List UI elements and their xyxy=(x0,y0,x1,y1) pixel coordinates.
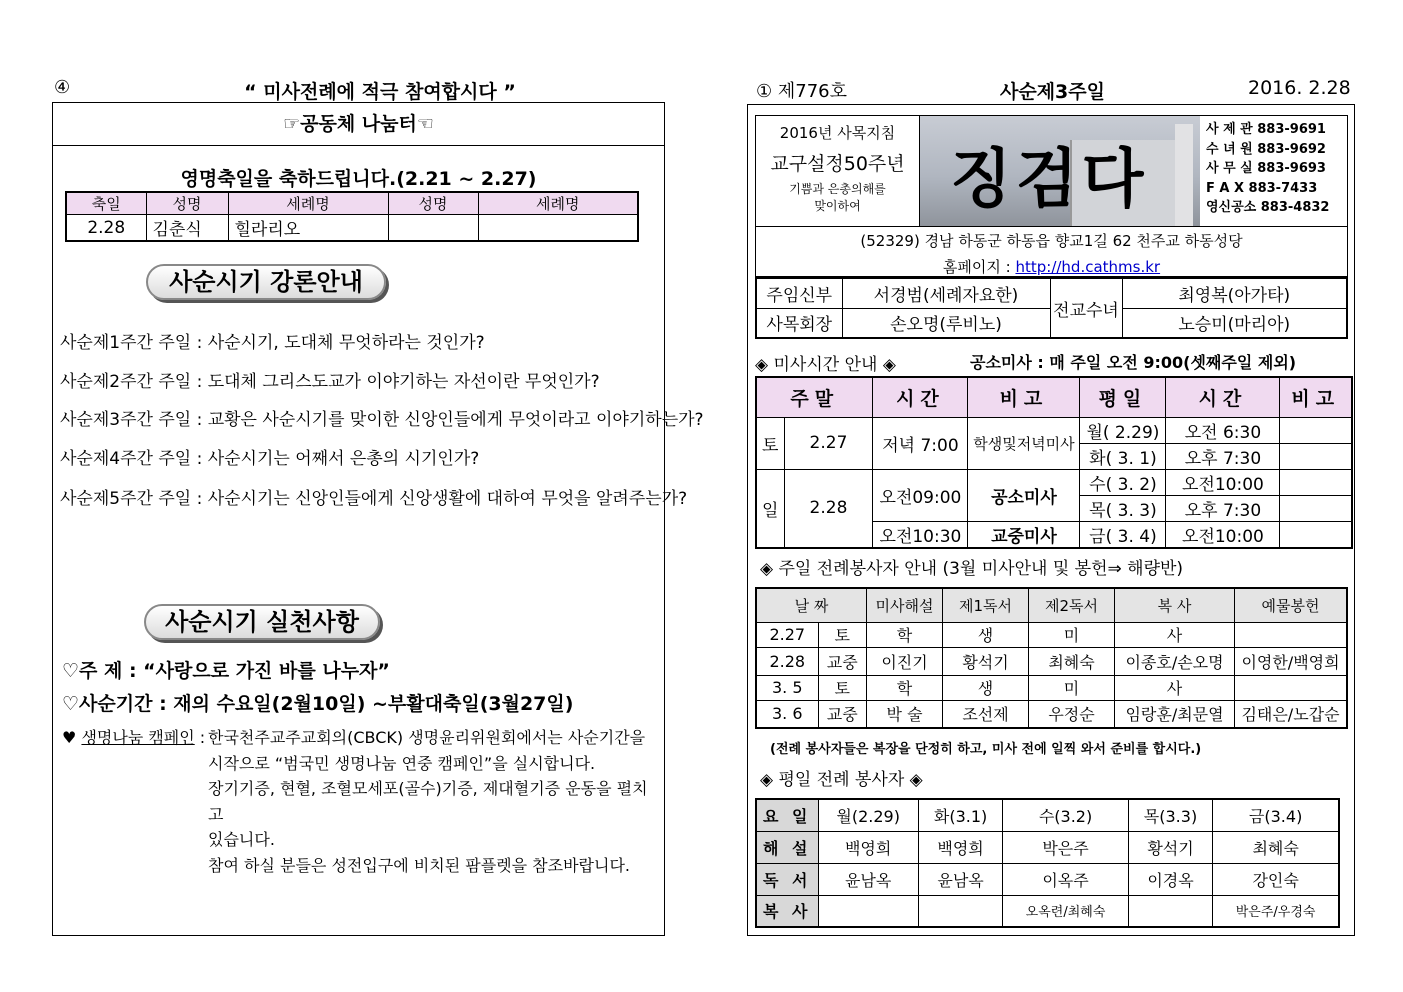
homepage-line xyxy=(756,256,1347,277)
lecture-item: 사순제5주간 주일 : 사순시기는 신앙인들에게 신앙생활에 대하여 무엇을 알려주는가? xyxy=(60,489,688,509)
weekday-cell: 이경옥 xyxy=(1128,863,1213,895)
heart-icon: ♥ xyxy=(62,728,77,747)
servers-cell xyxy=(1235,622,1347,647)
homepage-label: 홈페이지 : xyxy=(942,258,1016,276)
servers-cell: 미 xyxy=(1029,622,1115,647)
pastoral-sub: 맞이하여 xyxy=(814,199,861,213)
feast-header-cell: 세례명 xyxy=(478,192,638,215)
campaign-line: 있습니다. xyxy=(208,830,275,849)
mass-time: 오전09:00 xyxy=(873,469,968,521)
weekday-day: 금(3.4) xyxy=(1213,799,1339,831)
servers-row xyxy=(756,622,1347,647)
feast-row xyxy=(66,215,638,242)
feast-day-title: 영명축일을 축하드립니다.(2.21 ~ 2.27) xyxy=(180,168,537,190)
contact-item: 수 녀 원 883-9692 xyxy=(1206,141,1326,157)
servers-cell: 토 xyxy=(818,622,867,647)
clergy-label: 주임신부 xyxy=(756,278,842,308)
weekday-servers-table xyxy=(755,798,1340,928)
clergy-row xyxy=(756,278,1347,308)
contact-list xyxy=(1200,116,1348,226)
mass-header-row xyxy=(756,377,1352,417)
pastoral-year: 2016년 사목지침 xyxy=(779,124,896,142)
sunday-servers-table xyxy=(755,587,1348,729)
weekday-time: 오전10:00 xyxy=(1166,469,1280,495)
contact-item: 영신공소 883-4832 xyxy=(1206,200,1330,215)
feast-header-cell: 축일 xyxy=(66,192,146,215)
servers-cell: 생 xyxy=(943,622,1029,647)
weekday-row-label: 요 일 xyxy=(756,799,818,831)
servers-header-cell: 제2독서 xyxy=(1029,588,1115,622)
campaign-colon: : xyxy=(194,728,206,747)
weekday-row xyxy=(756,895,1339,927)
clergy-label: 사목회장 xyxy=(756,308,842,338)
practice-period: ♡사순기간 : 재의 수요일(2월10일) ~부활대축일(3월27일) xyxy=(62,693,574,715)
weekday-note xyxy=(1280,417,1352,443)
mission-mass-note: 공소미사 : 매 주일 오전 9:00(셋째주일 제외) xyxy=(970,353,1297,372)
feast-header-cell: 세례명 xyxy=(228,192,388,215)
campaign-line: 한국천주교주교회의(CBCK) 생명윤리위원회에서는 사순기간을 xyxy=(208,728,646,747)
mass-note-cell: 학생및저녁미사 xyxy=(968,417,1080,469)
servers-cell: 3. 6 xyxy=(756,700,818,728)
servers-cell: 2.27 xyxy=(756,622,818,647)
weekday-note xyxy=(1280,443,1352,469)
campaign-body xyxy=(208,725,658,878)
weekday-header-row xyxy=(756,799,1339,831)
weekday-row xyxy=(756,863,1339,895)
servers-cell: 미 xyxy=(1029,675,1115,700)
weekday-cell: 월( 2.29) xyxy=(1080,417,1166,443)
weekday-cell: 윤남옥 xyxy=(818,863,918,895)
servers-header-cell: 복 사 xyxy=(1115,588,1235,622)
mass-header-cell: 시간 xyxy=(873,377,968,417)
servers-cell: 2.28 xyxy=(756,647,818,675)
weekday-row-label: 복 사 xyxy=(756,895,818,927)
campaign-label xyxy=(62,725,205,748)
feast-cell xyxy=(478,215,638,242)
weekday-row-label: 해 설 xyxy=(756,831,818,863)
weekday-cell xyxy=(918,895,1003,927)
mass-header-cell: 시간 xyxy=(1166,377,1280,417)
feast-cell xyxy=(388,215,478,242)
servers-header-cell: 예물봉헌 xyxy=(1235,588,1347,622)
feast-cell: 2.28 xyxy=(66,215,146,242)
weekday-row xyxy=(756,831,1339,863)
weekday-cell: 화( 3. 1) xyxy=(1080,443,1166,469)
sunday-title: 사순제3주일 xyxy=(1000,81,1105,103)
campaign-line: 장기기증, 현혈, 조혈모세포(골수)기증, 제대혈기증 운동을 펼치고 xyxy=(208,779,648,824)
lecture-item: 사순제2주간 주일 : 도대체 그리스도교가 이야기하는 자선이란 무엇인가? xyxy=(60,372,600,392)
mass-time: 오전10:30 xyxy=(873,521,968,548)
weekday-cell: 이옥주 xyxy=(1003,863,1128,895)
weekday-time: 오후 7:30 xyxy=(1166,443,1280,469)
servers-cell: 사 xyxy=(1115,675,1235,700)
left-page-title: “ 미사전례에 적극 참여합시다 ” xyxy=(244,81,516,103)
weekday-cell: 오옥련/최혜숙 xyxy=(1003,895,1128,927)
weekday-cell: 목( 3. 3) xyxy=(1080,495,1166,521)
mass-row xyxy=(756,417,1352,443)
servers-cell: 조선제 xyxy=(943,700,1029,728)
clergy-label: 전교수녀 xyxy=(1050,278,1122,338)
clergy-value: 손오명(루비노) xyxy=(842,308,1050,338)
servers-cell: 최혜숙 xyxy=(1029,647,1115,675)
mass-date: 2.28 xyxy=(784,469,873,548)
servers-header-row xyxy=(756,588,1347,622)
feast-header-cell: 성명 xyxy=(146,192,228,215)
feast-cell: 김춘식 xyxy=(146,215,228,242)
weekday-time: 오후 7:30 xyxy=(1166,495,1280,521)
servers-cell: 박 술 xyxy=(867,700,943,728)
weekday-day: 수(3.2) xyxy=(1003,799,1128,831)
weekday-note xyxy=(1280,521,1352,548)
feast-cell: 힐라리오 xyxy=(228,215,388,242)
servers-cell: 교중 xyxy=(818,647,867,675)
servers-cell: 이종호/손오명 xyxy=(1115,647,1235,675)
mass-note-cell: 공소미사 xyxy=(968,469,1080,521)
mass-time-table xyxy=(755,376,1353,549)
weekday-row-label: 독 서 xyxy=(756,863,818,895)
servers-row xyxy=(756,700,1347,728)
servers-cell: 김태은/노갑순 xyxy=(1235,700,1347,728)
servers-cell: 토 xyxy=(818,675,867,700)
weekday-time: 오전10:00 xyxy=(1166,521,1280,548)
mass-day: 토 xyxy=(756,417,784,469)
weekday-cell xyxy=(818,895,918,927)
pastoral-guideline xyxy=(756,116,920,226)
left-page-number: ④ xyxy=(54,77,71,98)
issue-number: ① 제776호 xyxy=(756,81,847,102)
mass-day: 일 xyxy=(756,469,784,548)
clergy-value: 노승미(마리아) xyxy=(1122,308,1347,338)
servers-cell: 임랑훈/최문열 xyxy=(1115,700,1235,728)
servers-row xyxy=(756,647,1347,675)
mass-note-cell: 교중미사 xyxy=(968,521,1080,548)
servers-cell: 3. 5 xyxy=(756,675,818,700)
contact-item: F A X 883-7433 xyxy=(1206,180,1318,196)
practice-title: 사순시기 실천사항 xyxy=(144,604,380,640)
clergy-value: 최영복(아가타) xyxy=(1122,278,1347,308)
weekday-day: 목(3.3) xyxy=(1128,799,1213,831)
lecture-guide-title: 사순시기 강론안내 xyxy=(146,264,386,300)
mass-time: 저녁 7:00 xyxy=(873,417,968,469)
mass-header-cell: 평일 xyxy=(1080,377,1166,417)
servers-cell: 생 xyxy=(943,675,1029,700)
community-sharing-header: ☞공동체 나눔터☜ xyxy=(52,102,665,146)
pastoral-motto: 교구설정50주년 xyxy=(770,153,905,175)
servers-cell: 이진기 xyxy=(867,647,943,675)
weekday-cell: 윤남옥 xyxy=(918,863,1003,895)
mass-date: 2.27 xyxy=(784,417,873,469)
weekday-day: 월(2.29) xyxy=(818,799,918,831)
weekday-cell: 최혜숙 xyxy=(1213,831,1339,863)
contact-item: 사 무 실 883-9693 xyxy=(1206,161,1326,176)
servers-cell: 황석기 xyxy=(943,647,1029,675)
weekday-time: 오전 6:30 xyxy=(1166,417,1280,443)
mass-header-cell: 비고 xyxy=(968,377,1080,417)
campaign-line: 시작으로 “범국민 생명나눔 연중 캠페인”을 실시합니다. xyxy=(208,753,596,773)
weekday-cell: 박은주 xyxy=(1003,831,1128,863)
weekday-note xyxy=(1280,495,1352,521)
feast-header-row xyxy=(66,192,638,215)
weekday-servers-heading: ◈ 평일 전례 봉사자 ◈ xyxy=(760,770,923,790)
lecture-item: 사순제3주간 주일 : 교황은 사순시기를 맞이한 신앙인들에게 무엇이라고 이야기하는가? xyxy=(60,410,704,430)
clergy-value: 서경범(세례자요한) xyxy=(842,278,1050,308)
church-photo xyxy=(920,116,1200,226)
weekday-note xyxy=(1280,469,1352,495)
address-block xyxy=(755,227,1348,277)
lecture-item: 사순제1주간 주일 : 사순시기, 도대체 무엇하라는 것인가? xyxy=(60,333,485,353)
servers-row xyxy=(756,675,1347,700)
church-address: (52329) 경남 하동군 하동읍 향교1길 62 천주교 하동성당 xyxy=(860,232,1243,250)
servers-header-cell: 제1독서 xyxy=(943,588,1029,622)
mass-header-cell: 비고 xyxy=(1280,377,1352,417)
contact-item: 사 제 관 883-9691 xyxy=(1206,122,1326,137)
weekday-cell: 수( 3. 2) xyxy=(1080,469,1166,495)
homepage-link[interactable]: http://hd.cathms.kr xyxy=(1015,258,1161,276)
weekday-cell: 금( 3. 4) xyxy=(1080,521,1166,548)
weekday-cell xyxy=(1128,895,1213,927)
mass-row xyxy=(756,469,1352,495)
weekday-cell: 강인숙 xyxy=(1213,863,1339,895)
pastoral-sub: 기쁨과 은총의해를 xyxy=(789,182,886,196)
servers-header-cell: 날 짜 xyxy=(756,588,867,622)
feast-day-table xyxy=(65,191,639,242)
clergy-table xyxy=(755,277,1348,339)
servers-cell: 교중 xyxy=(818,700,867,728)
issue-date: 2016. 2.28 xyxy=(1248,77,1351,99)
practice-theme: ♡주 제 : “사랑으로 가진 바를 나누자” xyxy=(62,660,390,682)
feast-header-cell: 성명 xyxy=(388,192,478,215)
servers-cell: 이영한/백영희 xyxy=(1235,647,1347,675)
campaign-link[interactable]: 생명나눔 캠페인 xyxy=(81,728,195,747)
servers-cell: 사 xyxy=(1115,622,1235,647)
liturgy-servers-heading: ◈ 주일 전례봉사자 안내 (3월 미사안내 및 봉헌⇒ 해량반) xyxy=(760,559,1184,579)
mass-time-heading: ◈ 미사시간 안내 ◈ xyxy=(755,355,896,375)
servers-cell: 학 xyxy=(867,675,943,700)
weekday-cell: 백영희 xyxy=(918,831,1003,863)
lecture-item: 사순제4주간 주일 : 사순시기는 어째서 은총의 시기인가? xyxy=(60,449,480,469)
newsletter-logo: 징검다 xyxy=(950,142,1148,217)
weekday-cell: 황석기 xyxy=(1128,831,1213,863)
weekday-day: 화(3.1) xyxy=(918,799,1003,831)
weekday-cell: 백영희 xyxy=(818,831,918,863)
mass-header-cell: 주말 xyxy=(756,377,873,417)
campaign-line: 참여 하실 분들은 성전입구에 비치된 팜플렛을 참조바랍니다. xyxy=(208,855,631,875)
servers-cell: 우정순 xyxy=(1029,700,1115,728)
weekday-cell: 박은주/우경숙 xyxy=(1213,895,1339,927)
servers-note: (전례 봉사자들은 복장을 단정히 하고, 미사 전에 일찍 와서 준비를 합시다.) xyxy=(770,742,1202,757)
servers-header-cell: 미사해설 xyxy=(867,588,943,622)
servers-cell: 학 xyxy=(867,622,943,647)
servers-cell xyxy=(1235,675,1347,700)
